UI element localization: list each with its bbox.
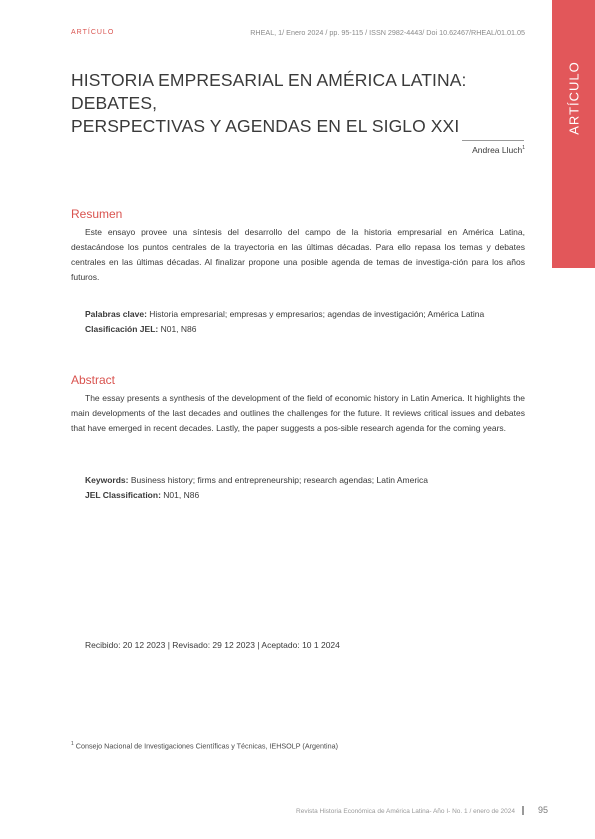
abstract-keywords-label: Keywords: (85, 475, 129, 485)
footnote (71, 741, 338, 750)
abstract-heading: Abstract (71, 373, 116, 387)
abstract-jel-label: JEL Classification: (85, 490, 161, 500)
side-tab-label: ARTÍCULO (566, 61, 581, 135)
resumen-jel-value: N01, N86 (160, 324, 197, 334)
resumen-keywords-label: Palabras clave: (85, 309, 147, 319)
resumen-keywords-block (85, 307, 525, 337)
resumen-keywords (85, 307, 525, 322)
resumen-text: Este ensayo provee una síntesis del desarrollo del campo de la historia empresarial en América Latina, destacándose los puntos centrales de la trayectoria en las últimas décadas. Para ello repasa los temas y debates centrales en las últimas décadas. Al finalizar propone una posible agenda de temas de investiga-ción para los años futuros. (71, 227, 525, 282)
footer-separator (522, 806, 524, 815)
page-number: 95 (538, 805, 549, 815)
article-title (71, 69, 541, 138)
section-label: ARTÍCULO (71, 29, 115, 36)
author-footnote-mark: 1 (522, 145, 525, 152)
journal-reference: RHEAL, 1/ Enero 2024 / pp. 95-115 / ISSN 2982-4443/ Doi 10.62467/RHEAL/01.01.05 (250, 28, 525, 37)
footnote-mark: 1 (71, 741, 74, 747)
author-divider (462, 140, 524, 141)
author-name (472, 145, 525, 155)
footnote-text: Consejo Nacional de Investigaciones Científicas y Técnicas, IEHSOLP (Argentina) (75, 741, 338, 751)
abstract-keywords-block (85, 473, 525, 503)
abstract-keywords-value: Business history; firms and entrepreneurship; research agendas; Latin America (130, 475, 429, 485)
abstract-jel-value: N01, N86 (163, 490, 200, 500)
author-name-text: Andrea Lluch (472, 145, 523, 155)
resumen-keywords-value: Historia empresarial; empresas y empresarios; agendas de investigación; América Latina (149, 309, 485, 319)
abstract-jel (85, 488, 525, 503)
abstract-text: The essay presents a synthesis of the development of the field of economic history in Latin America. It highlights the main developments of the last decades and outlines the challenges for the future. It reviews critical issues and debates that have emerged in recent decades. Lastly, the paper suggests a pos-sible research agenda for the coming years. (71, 393, 525, 433)
side-section-tab (552, 0, 595, 268)
abstract-keywords (85, 473, 525, 488)
title-line-2: PERSPECTIVAS Y AGENDAS EN EL SIGLO XXI (71, 116, 460, 136)
submission-dates: Recibido: 20 12 2023 | Revisado: 29 12 2023 | Aceptado: 10 1 2024 (85, 640, 340, 650)
resumen-jel (85, 322, 525, 337)
resumen-heading: Resumen (71, 207, 123, 221)
title-line-1: HISTORIA EMPRESARIAL EN AMÉRICA LATINA: DEBATES, (71, 70, 467, 113)
resumen-jel-label: Clasificación JEL: (85, 324, 159, 334)
footer-journal: Revista Historia Económica de América Latina- Año I- No. 1 / enero de 2024 (296, 808, 515, 815)
